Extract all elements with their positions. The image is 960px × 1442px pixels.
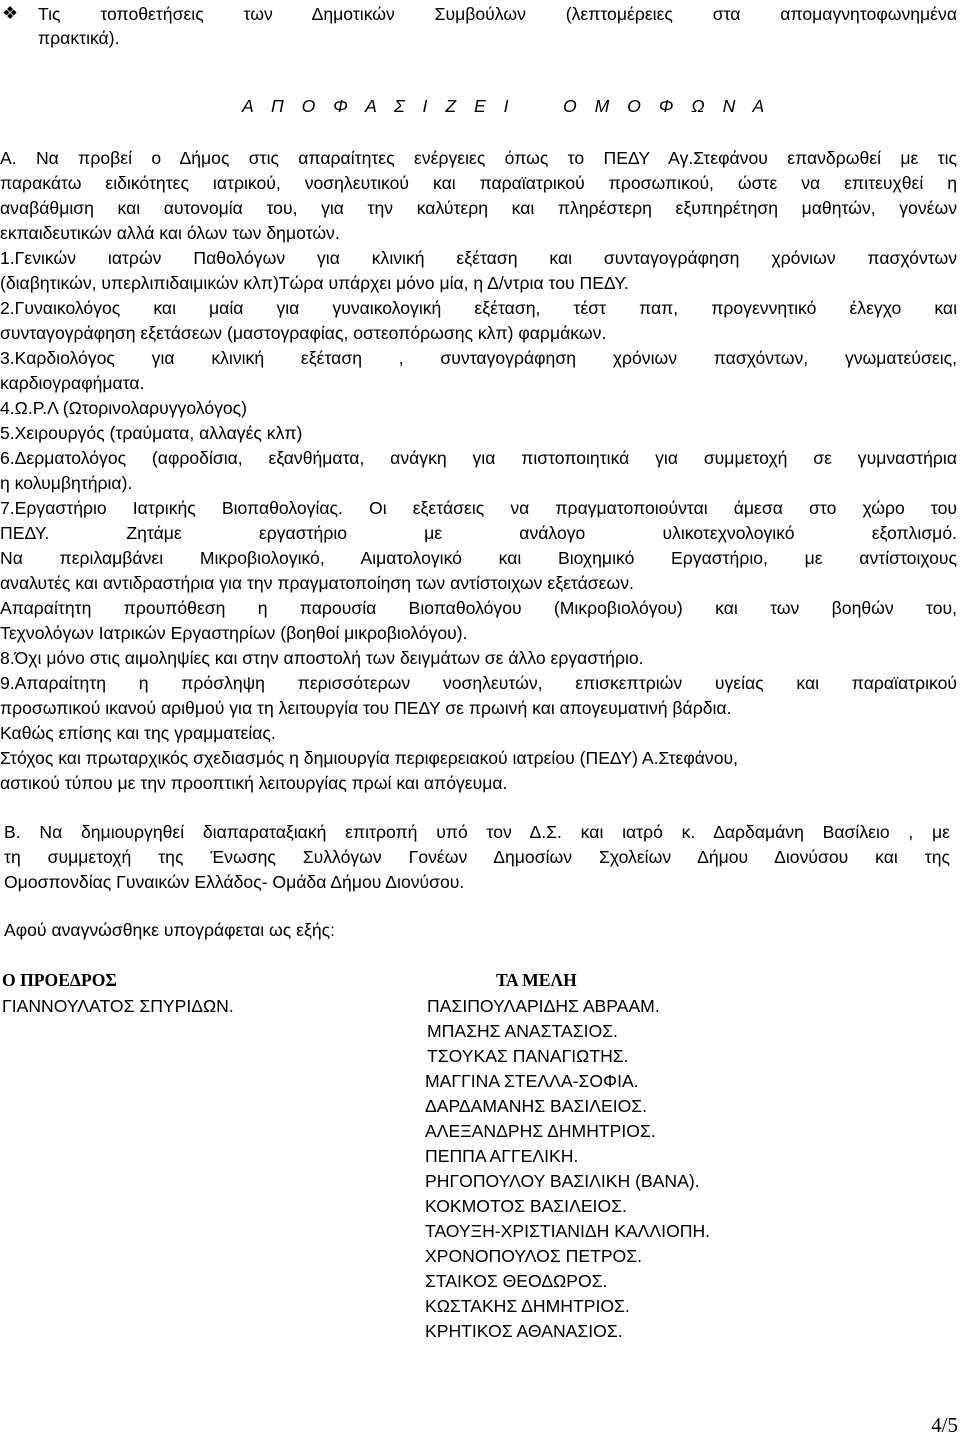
member-name: ΜΑΓΓΙΝΑ ΣΤΕΛΛΑ-ΣΟΦΙΑ. xyxy=(425,1071,639,1091)
section-a-line: 6.Δερματολόγος (αφροδίσια, εξανθήματα, ανάγκη για πιστοποιητικά για συμμετοχή σε γυμναστήρια xyxy=(0,448,957,468)
section-a-line: συνταγογράφηση εξετάσεων (μαστογραφίας, οστεοπόρωσης κλπ) φαρμάκων. xyxy=(0,323,607,343)
president-title: Ο ΠΡΟΕΔΡΟΣ xyxy=(2,970,117,990)
section-a-line: 5.Χειρουργός (τραύματα, αλλαγές κλπ) xyxy=(0,423,303,443)
intro-line-2: πρακτικά). xyxy=(38,28,120,48)
section-a-line: Καθώς επίσης και της γραμματείας. xyxy=(0,723,276,743)
members-title: ΤΑ ΜΕΛΗ xyxy=(496,970,577,990)
section-a-line: 8.Όχι μόνο στις αιμοληψίες και στην αποστολή των δειγμάτων σε άλλο εργαστήριο. xyxy=(0,648,644,668)
member-name: ΚΡΗΤΙΚΟΣ ΑΘΑΝΑΣΙΟΣ. xyxy=(425,1321,623,1341)
member-name: ΡΗΓΟΠΟΥΛΟΥ ΒΑΣΙΛΙΚΗ (ΒΑΝΑ). xyxy=(425,1171,700,1191)
section-a-line: Τεχνολόγων Ιατρικών Εργαστηρίων (βοηθοί μικροβιολόγου). xyxy=(0,623,468,643)
member-name: ΜΠΑΣΗΣ ΑΝΑΣΤΑΣΙΟΣ. xyxy=(427,1021,618,1041)
section-a-line: Στόχος και πρωταρχικός σχεδιασμός η δημιουργία περιφερειακού ιατρείου (ΠΕΔΥ) Α.Στεφάνου, xyxy=(0,748,739,768)
section-b-line: Ομοσπονδίας Γυναικών Ελλάδος- Ομάδα Δήμου Διονύσου. xyxy=(4,872,465,892)
section-a-line: (διαβητικών, υπερλιπιδαιμικών κλπ)Τώρα υπάρχει μόνο μία, η Δ/ντρια του ΠΕΔΥ. xyxy=(0,273,629,293)
intro-line-1: Τις τοποθετήσεις των Δημοτικών Συμβούλων (λεπτομέρειες στα απομαγνητοφωνημένα xyxy=(38,4,957,24)
decision-heading-unanimous: Ο Μ Ο Φ Ω Ν Α xyxy=(563,96,771,116)
section-b-line: Β. Να δημιουργηθεί διαπαραταξιακή επιτροπή υπό τον Δ.Σ. και ιατρό κ. Δαρδαμάνη Βασίλειο , με xyxy=(4,822,950,842)
member-name: ΠΕΠΠΑ ΑΓΓΕΛΙΚΗ. xyxy=(425,1146,579,1166)
section-a-line: Απαραίτητη προυπόθεση η παρουσία Βιοπαθολόγου (Μικροβιολόγου) και των βοηθών του, xyxy=(0,598,957,618)
section-a-line: 1.Γενικών ιατρών Παθολόγων για κλινική εξέταση και συνταγογράφηση χρόνιων πασχόντων xyxy=(0,248,957,268)
section-a-line: καρδιογραφήματα. xyxy=(0,373,145,393)
section-a-line: προσωπικού ικανού αριθμού για τη λειτουργία του ΠΕΔΥ σε πρωινή και απογευματινή βάρδια. xyxy=(0,698,732,718)
section-a-line: η κολυμβητήρια). xyxy=(0,473,133,493)
section-a-line: 7.Εργαστήριο Ιατρικής Βιοπαθολογίας. Οι εξετάσεις να πραγματοποιούνται άμεσα στο χώρο του xyxy=(0,498,957,518)
signing-text: Αφού αναγνώσθηκε υπογράφεται ως εξής: xyxy=(4,920,336,940)
section-a-line: παρακάτω ειδικότητες ιατρικού, νοσηλευτικού και παραϊατρικού προσωπικού, ώστε να επιτευχθεί η xyxy=(0,173,957,193)
section-a-line: 2.Γυναικολόγος και μαία για γυναικολογική εξέταση, τέστ παπ, προγεννητικό έλεγχο και xyxy=(0,298,957,318)
member-name: ΔΑΡΔΑΜΑΝΗΣ ΒΑΣΙΛΕΙΟΣ. xyxy=(425,1096,648,1116)
section-b-line: τη συμμετοχή της Ένωσης Συλλόγων Γονέων Δημοσίων Σχολείων Δήμου Διονύσου και της xyxy=(4,847,950,867)
section-a-line: Να περιλαμβάνει Μικροβιολογικό, Αιματολογικό και Βιοχημικό Εργαστήριο, με αντίστοιχους xyxy=(0,548,957,568)
member-name: ΠΑΣΙΠΟΥΛΑΡΙΔΗΣ ΑΒΡΑΑΜ. xyxy=(427,996,660,1016)
section-a-line: αστικού τύπου με την προοπτική λειτουργίας πρωί και απόγευμα. xyxy=(0,773,508,793)
member-name: ΑΛΕΞΑΝΔΡΗΣ ΔΗΜΗΤΡΙΟΣ. xyxy=(425,1121,656,1141)
section-a-line: 4.Ω.Ρ.Λ (Ωτορινολαρυγγολόγος) xyxy=(0,398,248,418)
section-a-line: ΠΕΔΥ. Ζητάμε εργαστήριο με ανάλογο υλικοτεχνολογικό εξοπλισμό. xyxy=(0,523,957,543)
member-name: ΚΟΚΜΟΤΟΣ ΒΑΣΙΛΕΙΟΣ. xyxy=(425,1196,627,1216)
section-a-line: Α. Να προβεί ο Δήμος στις απαραίτητες ενέργειες όπως το ΠΕΔΥ Αγ.Στεφάνου επανδρωθεί με τις xyxy=(0,148,957,168)
section-a-line: 9.Απαραίτητη η πρόσληψη περισσότερων νοσηλευτών, επισκεπτριών υγείας και παραϊατρικού xyxy=(0,673,957,693)
member-name: ΤΑΟΥΞΗ-ΧΡΙΣΤΙΑΝΙΔΗ ΚΑΛΛΙΟΠΗ. xyxy=(425,1221,711,1241)
page-number: 4/5 xyxy=(931,1413,958,1437)
section-a-line: αναλυτές και αντιδραστήρια για την πραγματοποίηση των αντίστοιχων εξετάσεων. xyxy=(0,573,634,593)
member-name: ΣΤΑΙΚΟΣ ΘΕΟΔΩΡΟΣ. xyxy=(425,1271,608,1291)
section-a-line: αναβάθμιση και αυτονομία του, για την καλύτερη και πληρέστερη εξυπηρέτηση μαθητών, γονέων xyxy=(0,198,957,218)
decision-heading: Α Π Ο Φ Α Σ Ι Ζ Ε Ι xyxy=(242,96,515,116)
bullet-icon: ❖ xyxy=(2,3,19,23)
section-a-line: εκπαιδευτικών αλλά και όλων των δημοτών. xyxy=(0,223,340,243)
president-name: ΓΙΑΝΝΟΥΛΑΤΟΣ ΣΠΥΡΙΔΩΝ. xyxy=(2,996,234,1016)
section-a-line: 3.Καρδιολόγος για κλινική εξέταση , συνταγογράφηση χρόνιων πασχόντων, γνωματεύσεις, xyxy=(0,348,957,368)
member-name: ΤΣΟΥΚΑΣ ΠΑΝΑΓΙΩΤΗΣ. xyxy=(427,1046,629,1066)
member-name: ΧΡΟΝΟΠΟΥΛΟΣ ΠΕΤΡΟΣ. xyxy=(425,1246,643,1266)
member-name: ΚΩΣΤΑΚΗΣ ΔΗΜΗΤΡΙΟΣ. xyxy=(425,1296,630,1316)
